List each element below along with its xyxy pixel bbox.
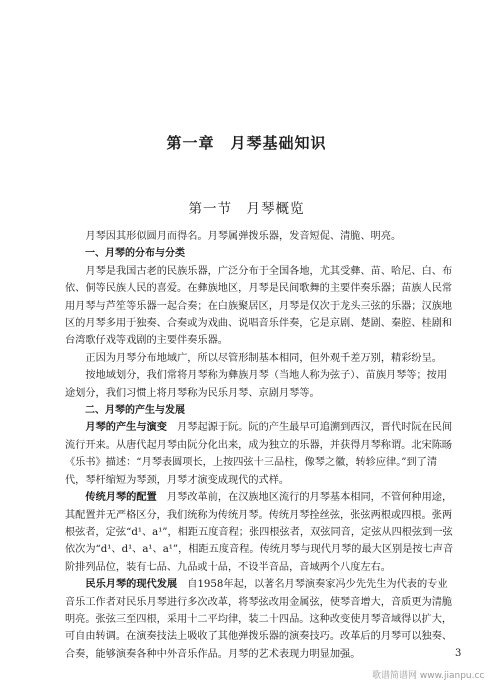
lead-modern: 民乐月琴的现代发展 [85,579,178,591]
lead-traditional: 传统月琴的配置 [85,492,157,504]
watermark: 歌谱简谱网 www.jianpu.cc [372,671,485,681]
text-traditional: 月琴改革前，在汉族地区流行的月琴基本相同，不管何种用途，其配置并无严格区分，我们统称为传统月琴。传统月琴拴丝弦，张弦两根或四根。张两根弦者，定弦“d¹、a¹”，相距五度音程；张四根弦者，双弦同音，定弦从四根弦到一弦依次为“d¹、d¹、a¹、a¹”，相距五度音程。传统月琴与现代月琴的最大区别是按七声音阶排列品位，装有七品、九品或十品，不设半音品，音域两个八度左右。 [65,492,454,573]
paragraph-origin [65,419,457,489]
lead-origin: 月琴的产生与演变 [85,422,167,434]
paragraph-distribution: 月琴是我国古老的民族乐器，广泛分布于全国各地，尤其受彝、苗、哈尼、白、布依、侗等民族人民的喜爱。在彝族地区，月琴是民间歌舞的主要伴奏乐器；苗族人民常用月琴与芦笙等乐器一起合奏；在白族聚居区，月琴是仅次于龙头三弦的乐器；汉族地区的月琴多用于独奏、合奏或为戏曲、说唱音乐伴奏，它是京剧、楚剧、秦腔、桂剧和台湾歌仔戏等戏剧的主要伴奏乐器。 [65,265,453,347]
chapter-title: 第一章 月琴基础知识 [166,134,327,152]
paragraph-classification: 按地域划分，我们常将月琴称为彝族月琴（当地人称为弦子）、苗族月琴等；按用途划分，我们习惯上将月琴称为民乐月琴、京剧月琴等。 [65,370,448,399]
page-number: 3 [455,648,462,659]
paragraph-modern [65,576,457,663]
paragraph-traditional [65,489,457,576]
text-modern: 自1958年起，以著名月琴演奏家冯少先先生为代表的专业音乐工作者对民乐月琴进行多次改革，将琴弦改用金属弦，使琴音增大，音质更为清脆明亮。张弦三至四根，采用十二平均律，装二十四品。这种改变使月琴音域得以扩大，可自由转调。在演奏技法上吸收了其他弹拨乐器的演奏技巧。改革后的月琴可以独奏、合奏，能够演奏各种中外音乐作品。月琴的艺术表现力明显加强。 [65,579,453,660]
section-title: 第一节 月琴概览 [188,201,305,217]
body-text [65,228,457,663]
heading-origin: 二、月琴的产生与发展 [85,405,185,417]
paragraph-appearance: 正因为月琴分布地域广，所以尽管形制基本相同，但外观千差万别，精彩纷呈。 [85,352,442,364]
intro-paragraph: 月琴因其形似圆月而得名。月琴属弹拨乐器，发音短促、清脆、明亮。 [85,231,402,242]
text-origin: 月琴起源于阮。阮的产生最早可追溯到西汉，晋代时阮在民间流行开来。从唐代起月琴由阮分化出来，成为独立的乐器，并获得月琴称谓。北宋陈旸《乐书》描述：“月琴表圆项长，上按四弦十三品柱，像琴之徽，转轸应律。”到了清代，琴杆缩短为琴颈，月琴才演变成现代的式样。 [65,422,453,486]
heading-distribution: 一、月琴的分布与分类 [85,248,185,260]
